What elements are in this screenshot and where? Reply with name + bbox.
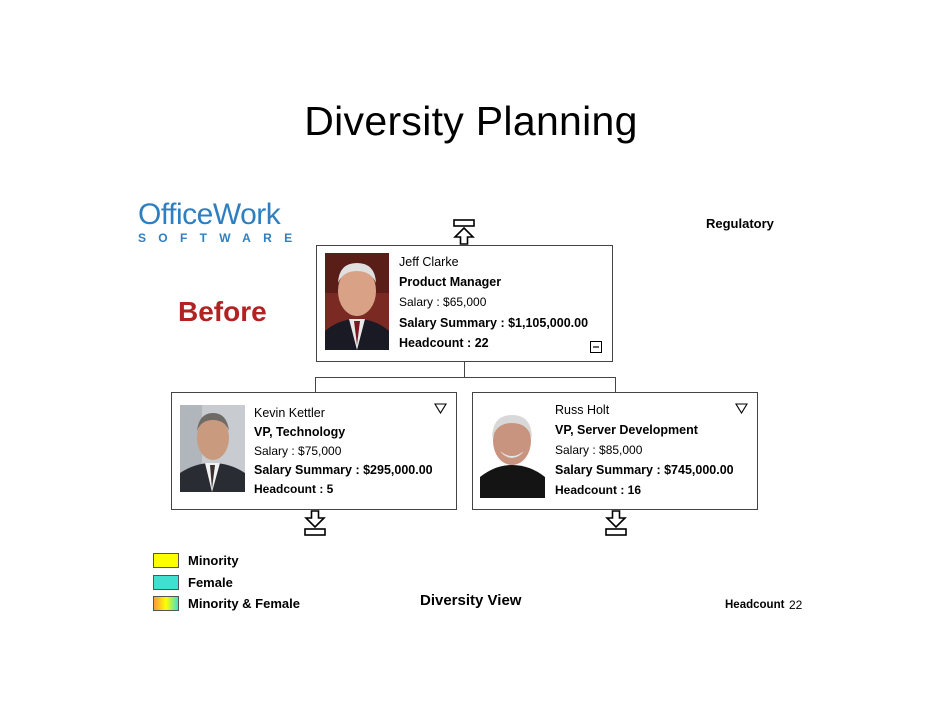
navigate-up-icon[interactable] bbox=[452, 219, 476, 245]
legend-label-minority-female: Minority & Female bbox=[188, 596, 300, 611]
child-headcount: Headcount : 16 bbox=[555, 483, 642, 497]
legend-swatch-minority-female bbox=[153, 596, 179, 611]
org-node-child[interactable] bbox=[171, 392, 457, 510]
child-title: VP, Technology bbox=[254, 425, 346, 439]
legend-label-minority: Minority bbox=[188, 553, 239, 568]
avatar bbox=[480, 405, 545, 498]
child-salary-summary: Salary Summary : $745,000.00 bbox=[555, 463, 734, 477]
child-salary-summary: Salary Summary : $295,000.00 bbox=[254, 463, 433, 477]
officework-logo bbox=[138, 200, 308, 246]
headcount-footer-label: Headcount bbox=[725, 599, 785, 611]
child-title: VP, Server Development bbox=[555, 423, 698, 437]
legend-label-female: Female bbox=[188, 575, 233, 590]
connector-horizontal bbox=[315, 377, 615, 378]
avatar bbox=[180, 405, 245, 492]
triangle-down-icon[interactable] bbox=[735, 403, 748, 414]
root-headcount: Headcount : 22 bbox=[399, 336, 489, 350]
child-headcount: Headcount : 5 bbox=[254, 482, 334, 496]
navigate-down-icon[interactable] bbox=[604, 510, 628, 536]
legend-swatch-female bbox=[153, 575, 179, 590]
regulatory-label[interactable]: Regulatory bbox=[706, 216, 774, 231]
logo-sub: SOFTWARE bbox=[138, 231, 305, 245]
child-salary: Salary : $85,000 bbox=[555, 443, 643, 457]
connector-vertical-left bbox=[315, 377, 316, 392]
headcount-footer-value: 22 bbox=[789, 598, 803, 612]
child-name: Russ Holt bbox=[555, 403, 610, 417]
legend-swatch-minority bbox=[153, 553, 179, 568]
minus-box-icon[interactable] bbox=[590, 341, 602, 353]
connector-vertical-right bbox=[615, 377, 616, 392]
root-title: Product Manager bbox=[399, 275, 502, 289]
root-salary-summary: Salary Summary : $1,105,000.00 bbox=[399, 316, 589, 330]
root-salary: Salary : $65,000 bbox=[399, 295, 487, 309]
avatar bbox=[325, 253, 389, 350]
navigate-down-icon[interactable] bbox=[303, 510, 327, 536]
diversity-view-label[interactable]: Diversity View bbox=[420, 592, 522, 609]
root-name: Jeff Clarke bbox=[399, 255, 459, 269]
connector-vertical-root bbox=[464, 362, 465, 377]
logo-word: OfficeWork bbox=[138, 198, 281, 231]
triangle-down-icon[interactable] bbox=[434, 403, 447, 414]
org-node-child[interactable] bbox=[472, 392, 758, 510]
org-node-root[interactable] bbox=[316, 245, 613, 362]
child-salary: Salary : $75,000 bbox=[254, 444, 342, 458]
slide-title: Diversity Planning bbox=[304, 98, 638, 144]
child-name: Kevin Kettler bbox=[254, 406, 325, 420]
before-label: Before bbox=[178, 296, 267, 327]
